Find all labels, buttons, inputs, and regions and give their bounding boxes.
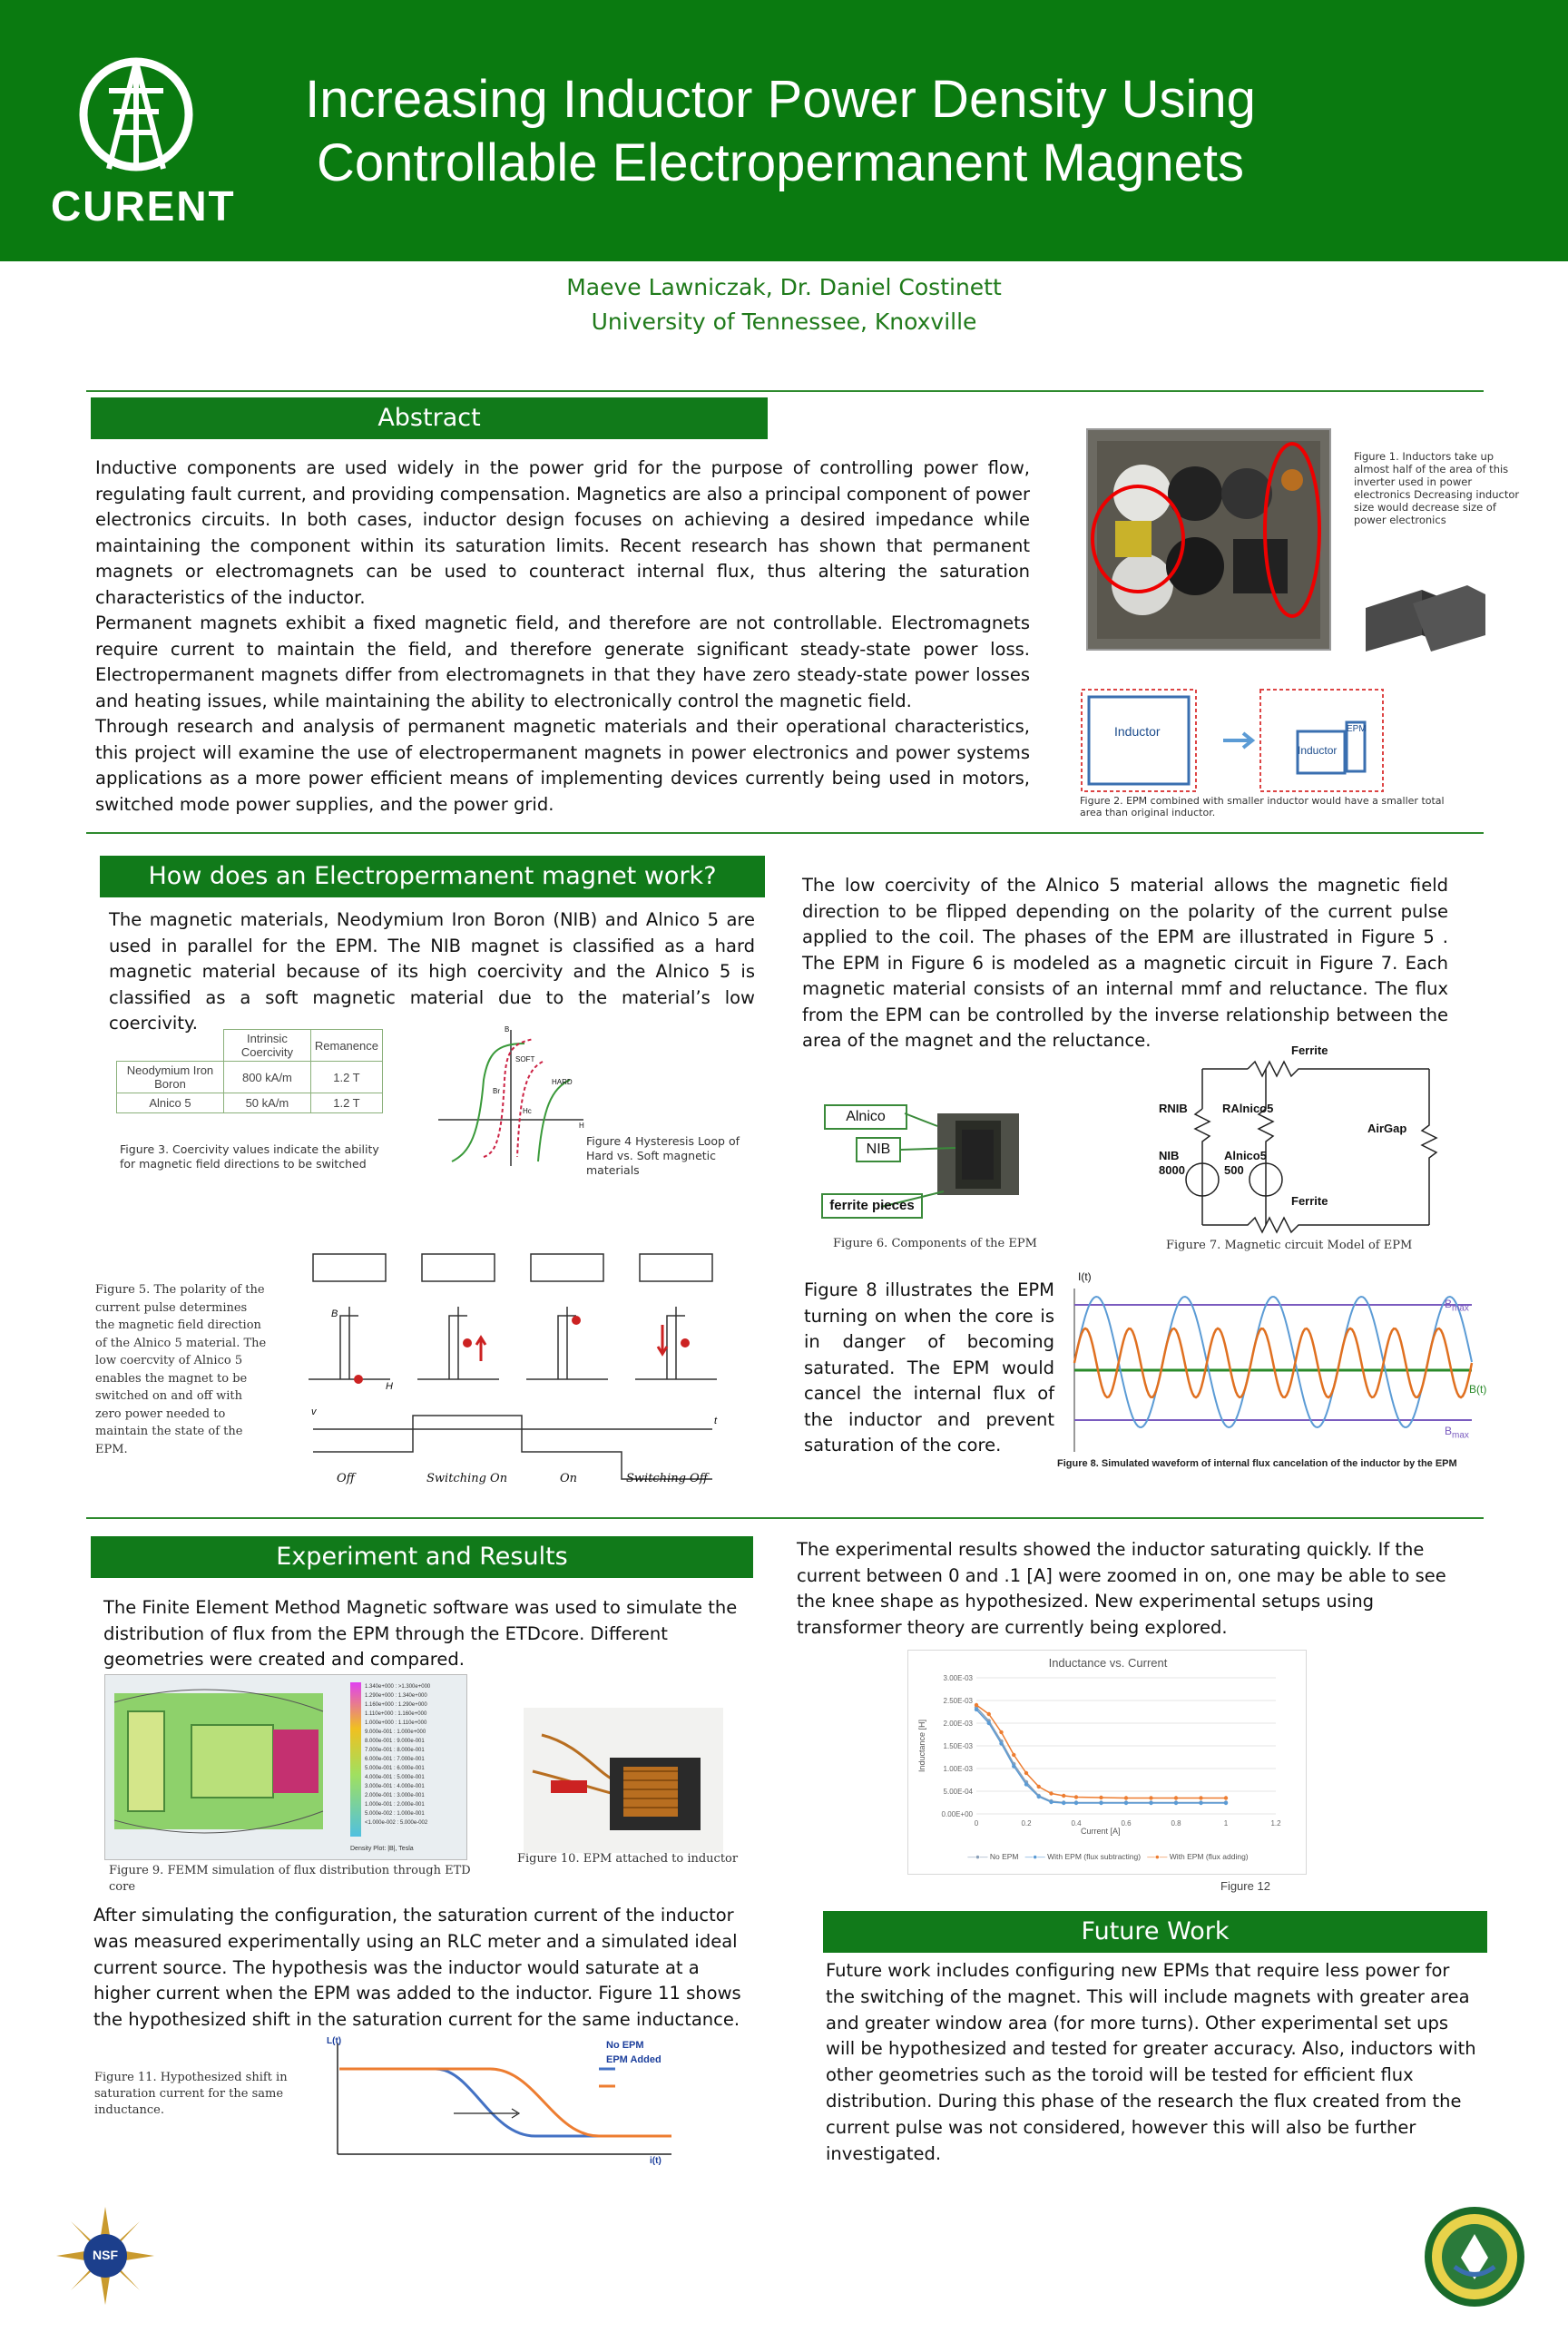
fig6-alnico-label: Alnico [824,1104,907,1130]
y-tick-label: 2.00E-03 [943,1720,973,1728]
svg-text:3.000e-001 : 4.000e-001: 3.000e-001 : 4.000e-001 [365,1784,425,1789]
svg-text:7.000e-001 : 8.000e-001: 7.000e-001 : 8.000e-001 [365,1748,425,1753]
figure10-caption: Figure 10. EPM attached to inductor [517,1852,739,1866]
nsf-logo-text: NSF [93,2248,118,2262]
divider [86,832,1484,834]
y-tick-label: 1.50E-03 [943,1742,973,1750]
data-point [1074,1801,1078,1805]
chart-title: Inductance vs. Current [1048,1656,1168,1670]
table-cell: 50 kA/m [223,1093,310,1113]
figure6-caption: Figure 6. Components of the EPM [833,1237,1037,1250]
affiliation: University of Tennessee, Knoxville [591,309,977,335]
nsf-logo [54,2205,156,2307]
fig7-ferrite-bottom: Ferrite [1291,1194,1328,1208]
fig11-legend-epm-added: EPM Added [606,2054,662,2065]
fig4-br-label: Br [493,1087,500,1095]
legend-swatch-icon: —●— [967,1852,988,1861]
x-tick-label: 1 [1223,1819,1229,1828]
fig7-rnib: RNIB [1159,1102,1188,1115]
divider [86,1517,1484,1519]
fig5-b-label: B [331,1308,338,1319]
svg-text:1.000e-001 : 2.000e-001: 1.000e-001 : 2.000e-001 [365,1802,425,1808]
figure10-photo [524,1708,723,1853]
abstract-heading: Abstract [91,397,768,439]
chart-y-label: Inductance [H] [917,1719,927,1773]
legend-item-0: No EPM [989,1852,1019,1861]
legend-item-2: With EPM (flux adding) [1169,1852,1249,1861]
fig5-state-switching-off: Switching Off [626,1472,708,1485]
table-cell: Alnico 5 [117,1093,224,1113]
figure7-caption: Figure 7. Magnetic circuit Model of EPM [1166,1239,1413,1252]
x-tick-label: 0.4 [1071,1819,1082,1828]
fig7-ferrite-top: Ferrite [1291,1044,1328,1057]
figure3-caption: Figure 3. Coercivity values indicate the ability for magnetic field directions to be switched [120,1142,379,1171]
epm-right-paragraph: The low coercivity of the Alnico 5 material allows the magnetic field direction to be flipped depending on the polarity of the current pulse applied to the coil. The phases of the EPM are illustrated in Figure 5 . The EPM in Figure 6 is modeled as a magnetic circuit in Figure 7. Each magnetic material consists of an internal mmf and reluctance. The flux from the EPM can be controlled by the inverse relationship between the area of the magnet and the reluctance. [802,875,1448,1051]
table-row [117,1093,383,1113]
future-work-heading: Future Work [823,1911,1487,1953]
fig7-alnico-value: 500 [1224,1163,1244,1177]
svg-text:1.290e+000 : 1.340e+000: 1.290e+000 : 1.340e+000 [365,1693,427,1699]
data-point [1199,1796,1202,1799]
data-point [1099,1796,1102,1799]
fig11-x-label: i(t) [650,2156,662,2166]
table-header-cell: Remanence [310,1030,382,1062]
figure4-caption: Figure 4 Hysteresis Loop of Hard vs. Soft magnetic materials [586,1134,740,1177]
figure12-caption: Figure 12 [1220,1879,1270,1893]
fig5-state-switching-on: Switching On [426,1472,508,1485]
data-point [987,1712,991,1716]
data-point [1124,1796,1128,1799]
data-point [1024,1782,1028,1786]
figure1-caption: Figure 1. Inductors take up almost half of the area of this inverter used in power electronics Decreasing inductor size would decrease size of power electronics [1354,450,1520,526]
fig4-h-label: H [579,1122,584,1130]
fig5-state-on: On [560,1472,578,1485]
fig2-inductor-small-label: Inductor [1298,744,1338,757]
fig8-bmax-top [1445,1298,1469,1313]
fig4-hard-label: HARD [552,1078,573,1086]
svg-text:1.000e+000 : 1.110e+000: 1.000e+000 : 1.110e+000 [365,1720,427,1726]
chart-legend [908,1852,1308,1861]
future-work-paragraph: Future work includes configuring new EPMs that require less power for the switching of the magnet. This will include magnets with greater area and greater window area (for more turns). Other experimental set ups will be hypothesized and tested for greater accuracy. Also, inductors with other geometries such as the toroid will be tested for efficient flux distribution. During this phase of the research the flux created from the current pulse was not considered, however this will also be further investigated. [826,1960,1476,2164]
data-point [975,1703,978,1707]
x-tick-label: 0.6 [1121,1819,1132,1828]
fig5-h-label: H [386,1381,393,1392]
chart-x-label: Current [A] [1081,1827,1121,1836]
table-cell: 1.2 T [310,1093,382,1113]
data-point [1062,1801,1065,1805]
data-point [987,1721,991,1725]
figure12-chart [907,1650,1307,1875]
divider [86,390,1484,392]
fig7-airgap: AirGap [1367,1122,1407,1135]
data-point [1149,1801,1152,1805]
table-header-cell [117,1030,224,1062]
fig6-ferrite-label: ferrite pieces [821,1193,923,1219]
svg-text:2.000e-001 : 3.000e-001: 2.000e-001 : 3.000e-001 [365,1793,425,1798]
x-tick-label: 0 [974,1819,979,1828]
figure11-caption: Figure 11. Hypothesized shift in saturation current for the same inductance. [94,2071,288,2117]
x-tick-label: 0.2 [1021,1819,1032,1828]
fig7-nib-value: 8000 [1159,1163,1185,1177]
x-tick-label: 1.2 [1270,1819,1281,1828]
figure4-hysteresis-plot [434,1025,588,1171]
authors-block [0,270,1568,339]
svg-text:1.160e+000 : 1.290e+000: 1.160e+000 : 1.290e+000 [365,1702,427,1708]
svg-text:8.000e-001 : 9.000e-001: 8.000e-001 : 9.000e-001 [365,1739,425,1744]
data-point [1174,1801,1178,1805]
fig8-bmax-bottom-sub: max [1452,1430,1469,1441]
ferrite-core-image [1358,572,1494,653]
table-cell: 800 kA/m [223,1062,310,1093]
data-point [1224,1796,1228,1799]
fig7-nib: NIB [1159,1149,1180,1162]
fig8-bmax-top-sub: max [1452,1303,1469,1314]
figure2-diagram [1080,686,1438,797]
table-header-row [117,1030,383,1062]
figure9-femm-simulation [104,1674,467,1860]
data-point [1199,1801,1202,1805]
fig6-nib-label: NIB [856,1137,901,1162]
fig4-soft-label: SOFT [515,1055,535,1063]
figure7-magnetic-circuit [1139,1044,1456,1236]
epm-paragraph: The magnetic materials, Neodymium Iron Boron (NIB) and Alnico 5 are used in parallel for the EPM. The NIB magnet is classified as a hard magnetic material because of its high coercivity and the Alnico 5 is classified as a soft magnetic material due to the material’s low coercivity. [109,909,755,1034]
fig7-alnico: Alnico5 [1224,1149,1267,1162]
poster-title [254,68,1307,195]
fig8-bmax-bottom-text: B [1445,1425,1453,1437]
y-tick-label: 5.00E-04 [943,1788,973,1796]
data-point [1124,1801,1128,1805]
logo-text: CURENT [51,182,236,230]
svg-text:5.000e-002 : 1.000e-001: 5.000e-002 : 1.000e-001 [365,1811,425,1817]
data-point [1099,1801,1102,1805]
data-point [1174,1796,1178,1799]
data-point [1012,1753,1015,1757]
figure5-caption: Figure 5. The polarity of the current pulse determines the magnetic field direction of the Alnico 5 material. The low coercvity of Alnico 5 enables the magnet to be switched on and off with zero power needed to maintain the state of the EPM. [95,1283,267,1456]
figure8-paragraph: Figure 8 illustrates the EPM turning on when the core is in danger of becoming saturated. The EPM would cancel the internal flux of the inductor and prevent saturation of the core. [804,1279,1054,1455]
experiment-paragraph-2: After simulating the configuration, the saturation current of the inductor was measured experimentally using an RLC meter and a simulated ideal current source. The hypothesis was the inductor would saturate at a higher current when the EPM was added to the inductor. Figure 11 shows the hypothesized shift in the saturation current for the same inductance. [93,1905,741,2031]
experiment-right-paragraph: The experimental results showed the inductor saturating quickly. If the current between 0 and .1 [A] were zoomed in on, one may be able to see the knee shape as hypothesized. New experimental setups using transformer theory are currently being explored. [797,1539,1446,1638]
data-point [1024,1771,1028,1775]
fig11-legend-no-epm: No EPM [606,2040,644,2051]
svg-text:1.110e+000 : 1.160e+000: 1.110e+000 : 1.160e+000 [365,1711,427,1717]
author-names: Maeve Lawniczak, Dr. Daniel Costinett [566,274,1002,300]
figure1-photo [1086,428,1331,651]
svg-text:1.340e+000 : >1.300e+000: 1.340e+000 : >1.300e+000 [365,1684,431,1690]
coercivity-table [116,1029,383,1113]
y-tick-label: 1.00E-03 [943,1765,973,1773]
y-tick-label: 3.00E-03 [943,1674,973,1682]
inductance-chart-svg [908,1651,1308,1876]
title-line-1: Increasing Inductor Power Density Using [305,70,1256,129]
experiment-paragraph-1: The Finite Element Method Magnetic software was used to simulate the distribution of flux from the EPM through the ETDcore. Different geometries were created and compared. [103,1597,738,1670]
fig4-hc-label: Hc [523,1107,532,1115]
data-point [1012,1764,1015,1768]
fig5-v-label: v [311,1406,317,1417]
abstract-p2: Permanent magnets exhibit a fixed magnetic field, and therefore are not controllable. Electromagnets require current to maintain the field, and therefore generate significant steady-state power loss. Electropermanent magnets differ from electromagnets in that they have zero steady-state power losses and heating issues, while maintaining the ability to electronically control the magnetic field. [95,612,1030,711]
epm-heading: How does an Electropermanent magnet work? [100,856,765,897]
legend-swatch-icon: —●— [1147,1852,1168,1861]
fig5-state-off: Off [337,1472,355,1485]
legend-swatch-icon: —●— [1024,1852,1045,1861]
y-tick-label: 2.50E-03 [943,1697,973,1705]
svg-text:4.000e-001 : 5.000e-001: 4.000e-001 : 5.000e-001 [365,1775,425,1780]
data-point [1149,1796,1152,1799]
svg-text:5.000e-001 : 6.000e-001: 5.000e-001 : 6.000e-001 [365,1766,425,1771]
data-point [1224,1801,1228,1805]
fig7-ralnico: RAlnico5 [1222,1102,1274,1115]
figure5-phase-diagram [304,1243,730,1493]
figure2-caption: Figure 2. EPM combined with smaller inductor would have a smaller total area than original inductor. [1080,795,1445,818]
data-point [999,1741,1003,1745]
fig4-b-label: B [505,1025,510,1034]
fig8-bmax-top-text: B [1445,1298,1453,1310]
svg-text:6.000e-001 : 7.000e-001: 6.000e-001 : 7.000e-001 [365,1757,425,1762]
data-point [1037,1795,1041,1798]
data-point [1062,1794,1065,1798]
table-cell: 1.2 T [310,1062,382,1093]
table-row [117,1062,383,1093]
x-tick-label: 0.8 [1171,1819,1181,1828]
fig9-legend-footer: Density Plot: |B|, Tesla [350,1846,414,1852]
fig8-bmax-bottom [1445,1425,1469,1440]
data-point [999,1730,1003,1734]
abstract-p1: Inductive components are used widely in the power grid for the purpose of controlling power flow, regulating fault current, and providing compensation. Magnetics are also a principal component of power electronics circuits. In both cases, inductor design focuses on achieving a desired impedance while maintaining the component within its saturation limits. Recent research has shown that permanent magnets or electromagnets can be used to counteract internal flux, thus altering the saturation characteristics of the inductor. [95,457,1030,608]
y-tick-label: 0.00E+00 [941,1810,973,1818]
table-header-cell: Intrinsic Coercivity [223,1030,310,1062]
figure8-waveform [1063,1270,1494,1456]
figure6-epm-components [821,1093,1075,1230]
figure9-caption: Figure 9. FEMM simulation of flux distribution through ETD core [109,1864,471,1894]
fig11-y-label: L(t) [327,2036,342,2046]
fig2-inductor-label: Inductor [1114,724,1161,739]
title-line-2: Controllable Electropermanent Magnets [317,133,1244,192]
svg-text:9.000e-001 : 1.000e+000: 9.000e-001 : 1.000e+000 [365,1730,426,1735]
series-line-2 [976,1705,1226,1798]
fig5-t-label: t [714,1416,718,1426]
data-point [975,1708,978,1711]
data-point [1049,1800,1053,1804]
abstract-text [95,456,1030,818]
data-point [1037,1785,1041,1788]
figure8-caption: Figure 8. Simulated waveform of internal flux cancelation of the inductor by the EPM [1057,1458,1457,1469]
abstract-p3: Through research and analysis of permanent magnetic materials and their operational characteristics, this project will examine the use of electropermanent magnets in power electronics and power systems applications as a more power efficient means of implementing devices currently being used in motors, switched mode power supplies, and the power grid. [95,716,1030,815]
svg-text:<1.000e-002 : 5.000e-002: <1.000e-002 : 5.000e-002 [365,1820,428,1826]
fig8-it-label: I(t) [1078,1270,1092,1283]
data-point [1074,1795,1078,1798]
experiment-heading: Experiment and Results [91,1536,753,1578]
fig8-bt-label: B(t) [1469,1383,1487,1396]
figure11-hypothesis-plot [327,2036,690,2166]
data-point [1049,1791,1053,1795]
doe-seal [1423,2205,1527,2309]
fig2-epm-label: EPM [1347,724,1367,734]
legend-item-1: With EPM (flux subtracting) [1047,1852,1142,1861]
table-cell: Neodymium Iron Boron [117,1062,224,1093]
